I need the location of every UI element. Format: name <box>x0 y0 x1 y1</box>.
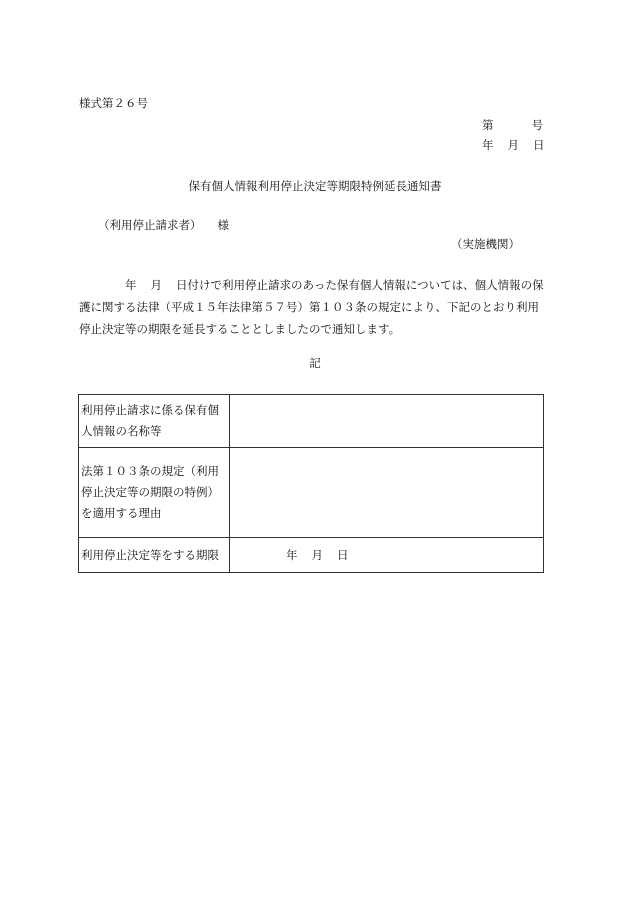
body-line-1-text: 日付けで利用停止請求のあった保有個人情報については、個人情報の保 <box>176 278 544 292</box>
issue-date-day: 日 <box>533 138 545 152</box>
table-row <box>79 395 544 448</box>
issue-date <box>482 140 545 152</box>
row-value-information-name <box>230 395 544 448</box>
issue-date-month: 月 <box>507 138 519 152</box>
row-value-deadline <box>230 538 544 573</box>
notice-body-line-3: 停止決定等の期限を延長することとしましたので通知します。 <box>79 322 401 336</box>
table-row <box>79 538 544 573</box>
ki-heading: 記 <box>309 356 321 370</box>
body-date-month: 月 <box>150 278 162 292</box>
details-table <box>78 394 544 573</box>
notice-body <box>79 274 549 340</box>
notice-body-line-2: 護に関する法律（平成１５年法律第５７号）第１０３条の規定により、下記のとおり利用 <box>79 300 539 314</box>
issue-number-suffix: 号 <box>531 118 543 132</box>
deadline-year: 年 <box>286 547 298 562</box>
form-number: 様式第２６号 <box>79 96 148 110</box>
row-label-deadline: 利用停止決定等をする期限 <box>79 538 230 573</box>
table-row <box>79 448 544 538</box>
issue-number <box>482 120 543 132</box>
row-label-information-name: 利用停止請求に係る保有個人情報の名称等 <box>79 395 230 448</box>
recipient-name-placeholder: （利用停止請求者） <box>98 218 202 232</box>
recipient <box>98 220 229 232</box>
document-title: 保有個人情報利用停止決定等期限特例延長通知書 <box>188 179 442 193</box>
issue-date-year: 年 <box>482 138 494 152</box>
row-value-reason <box>230 448 544 538</box>
issue-number-prefix: 第 <box>482 118 494 132</box>
row-label-reason: 法第１０３条の規定（利用停止決定等の期限の特例）を適用する理由 <box>79 448 230 538</box>
recipient-honorific: 様 <box>217 218 229 232</box>
body-date-year: 年 <box>125 278 137 292</box>
deadline-month: 月 <box>311 547 323 562</box>
deadline-day: 日 <box>337 547 349 562</box>
notice-body-line-1 <box>79 274 549 296</box>
implementing-agency: （実施機関） <box>451 237 520 251</box>
